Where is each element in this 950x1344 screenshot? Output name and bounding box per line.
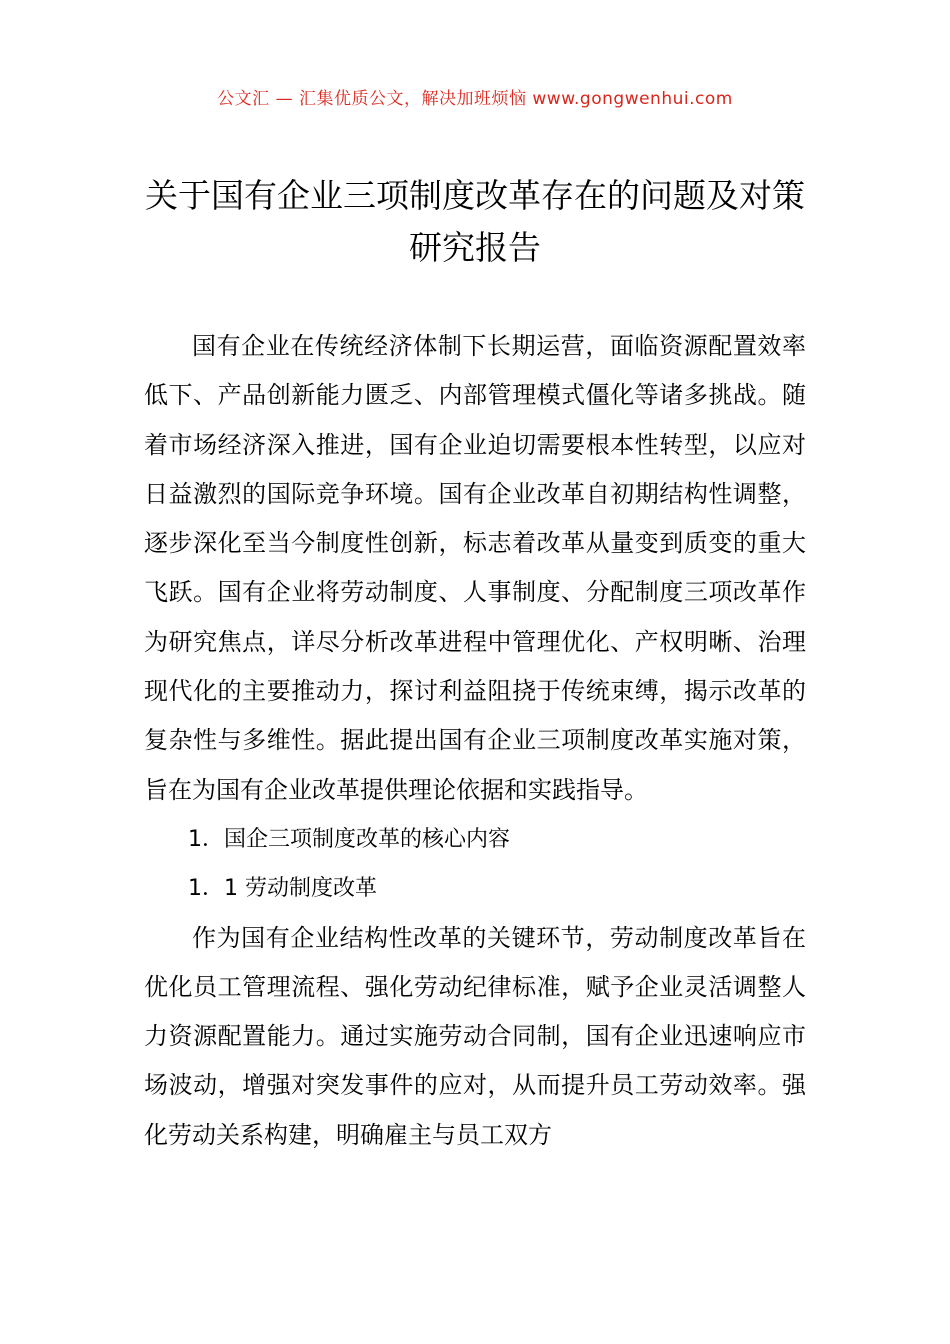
site-watermark-header: 公文汇 — 汇集优质公文，解决加班烦恼 www.gongwenhui.com [217, 89, 733, 109]
section-heading-1: 1．国企三项制度改革的核心内容 [188, 826, 510, 852]
document-title: 关于国有企业三项制度改革存在的问题及对策研究报告 [145, 176, 805, 267]
intro-paragraph: 国有企业在传统经济体制下长期运营，面临资源配置效率低下、产品创新能力匮乏、内部管理模式僵化等诸多挑战。随着市场经济深入推进，国有企业迫切需要根本性转型，以应对日益激烈的国际竞争环境。国有企业改革自初期结构性调整，逐步深化至当今制度性创新，标志着改革从量变到质变的重大飞跃。国有企业将劳动制度、人事制度、分配制度三项改革作为研究焦点，详尽分析改革进程中管理优化、产权明晰、治理现代化的主要推动力，探讨利益阻挠于传统束缚，揭示改革的复杂性与多维性。据此提出国有企业三项制度改革实施对策，旨在为国有企业改革提供理论依据和实践指导。 [144, 332, 806, 804]
section-heading-1-1: 1．1 劳动制度改革 [188, 876, 377, 902]
labor-reform-paragraph: 作为国有企业结构性改革的关键环节，劳动制度改革旨在优化员工管理流程、强化劳动纪律标准，赋予企业灵活调整人力资源配置能力。通过实施劳动合同制，国有企业迅速响应市场波动，增强对突发事件的应对，从而提升员工劳动效率。强化劳动关系构建，明确雇主与员工双方 [144, 923, 806, 1149]
document-body [144, 322, 806, 1160]
